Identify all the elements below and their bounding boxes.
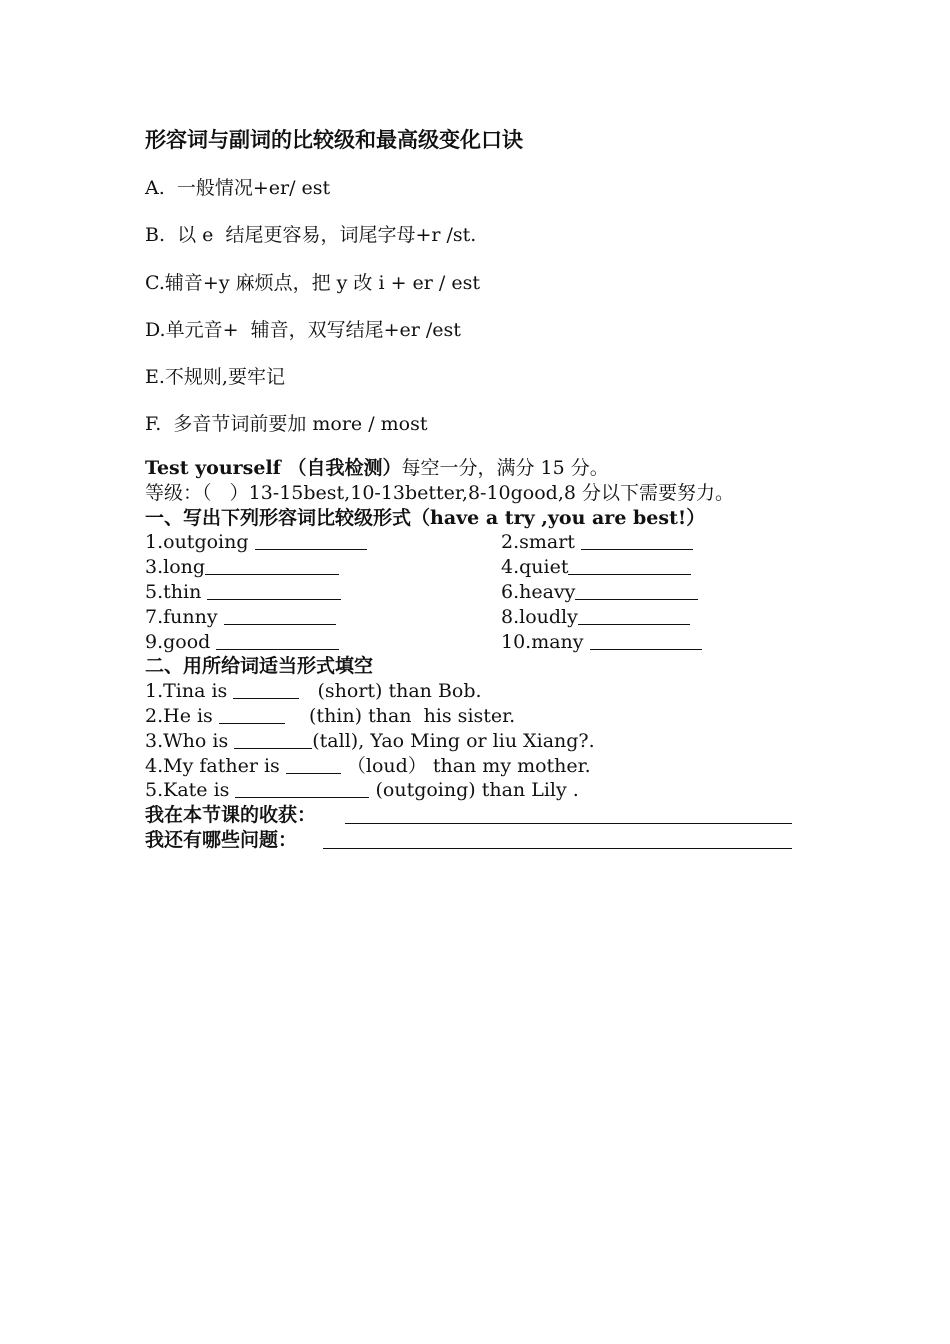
- harvest-answer-line[interactable]: [345, 823, 792, 824]
- test-heading-bold: Test yourself （自我检测）: [145, 457, 402, 479]
- answer-blank[interactable]: [255, 531, 367, 550]
- item-hint: (tall), Yao Ming or liu Xiang?.: [312, 729, 595, 752]
- list-item: [501, 630, 702, 655]
- rule-letter: E.: [145, 366, 165, 388]
- item-label: 1.outgoing: [145, 531, 255, 554]
- questions-row: [145, 828, 845, 853]
- item-label: 6.heavy: [501, 580, 576, 603]
- answer-blank[interactable]: [207, 581, 341, 600]
- answer-blank[interactable]: [590, 631, 702, 650]
- item-label: 3.long: [145, 556, 206, 579]
- rule-text: 以 e 结尾更容易，词尾字母+r /st.: [165, 224, 477, 246]
- item-label: 5.thin: [145, 580, 208, 603]
- answer-blank[interactable]: [235, 779, 369, 798]
- answer-blank[interactable]: [568, 556, 691, 575]
- item-hint: (outgoing) than Lily .: [369, 779, 579, 802]
- list-item: [501, 530, 693, 555]
- rule-text: 不规则,要牢记: [164, 366, 285, 388]
- answer-blank[interactable]: [575, 581, 698, 600]
- item-label: 9.good: [145, 630, 217, 653]
- rule-b: [145, 220, 476, 247]
- list-item: [501, 555, 691, 580]
- answer-blank[interactable]: [578, 606, 690, 625]
- answer-blank[interactable]: [286, 755, 341, 774]
- list-item: [145, 580, 341, 605]
- item-label: 3.Who is: [145, 729, 235, 752]
- rule-letter: C.: [145, 272, 165, 294]
- list-item: [145, 555, 339, 580]
- answer-blank[interactable]: [205, 556, 339, 575]
- item-label: 7.funny: [145, 605, 224, 628]
- harvest-row: [145, 803, 845, 828]
- answer-blank[interactable]: [219, 705, 285, 724]
- list-item: [145, 704, 845, 729]
- list-item: [145, 679, 845, 704]
- test-heading: [145, 456, 845, 481]
- list-item: [501, 580, 698, 605]
- questions-answer-line[interactable]: [323, 848, 792, 849]
- section1-grid: [145, 530, 845, 654]
- item-label: 2.He is: [145, 704, 219, 727]
- rule-letter: F.: [145, 413, 162, 435]
- item-label: 4.My father is: [145, 754, 286, 777]
- answer-blank[interactable]: [216, 631, 339, 650]
- item-hint: （loud） than my mother.: [340, 754, 591, 777]
- section1-heading: 一、写出下列形容词比较级形式（have a try ,you are best!）: [145, 506, 706, 529]
- list-item: [145, 729, 845, 754]
- rule-a: [145, 173, 330, 200]
- rule-text: 单元音+ 辅音，双写结尾+er /est: [165, 319, 461, 341]
- answer-blank[interactable]: [581, 531, 693, 550]
- item-hint: (thin) than his sister.: [284, 704, 516, 727]
- questions-label: 我还有哪些问题：: [145, 828, 298, 851]
- item-label: 1.Tina is: [145, 680, 234, 703]
- grade-line: 等级：（ ）13-15best,10-13better,8-10good,8 分以下需要努力。: [145, 481, 735, 504]
- list-item: [145, 605, 336, 630]
- rule-letter: A.: [145, 177, 165, 199]
- answer-blank[interactable]: [234, 730, 312, 749]
- test-heading-rest: 每空一分，满分 15 分。: [401, 457, 609, 479]
- rule-text: 一般情况+er/ est: [164, 177, 331, 199]
- item-label: 5.Kate is: [145, 779, 236, 802]
- list-item: [145, 630, 339, 655]
- rule-e: [145, 362, 285, 389]
- rule-text: 多音节词前要加 more / most: [161, 413, 428, 435]
- list-item: [145, 530, 367, 555]
- rule-f: [145, 409, 428, 436]
- item-label: 4.quiet: [501, 556, 569, 579]
- answer-blank[interactable]: [224, 606, 336, 625]
- item-label: 10.many: [501, 630, 590, 653]
- list-item: [501, 605, 690, 630]
- rule-letter: B.: [145, 224, 166, 246]
- answer-blank[interactable]: [233, 680, 299, 699]
- rule-text: 辅音+y 麻烦点，把 y 改 i + er / est: [164, 272, 480, 294]
- test-section: [145, 456, 845, 853]
- rule-c: [145, 268, 480, 295]
- item-hint: (short) than Bob.: [299, 680, 482, 703]
- rule-d: [145, 315, 461, 342]
- item-label: 2.smart: [501, 531, 581, 554]
- list-item: [145, 754, 845, 779]
- page-title: 形容词与副词的比较级和最高级变化口诀: [145, 127, 523, 152]
- rule-letter: D.: [145, 319, 166, 341]
- section2-heading: 二、用所给词适当形式填空: [145, 655, 374, 678]
- list-item: [145, 778, 845, 803]
- harvest-label: 我在本节课的收获：: [145, 804, 317, 827]
- item-label: 8.loudly: [501, 605, 578, 628]
